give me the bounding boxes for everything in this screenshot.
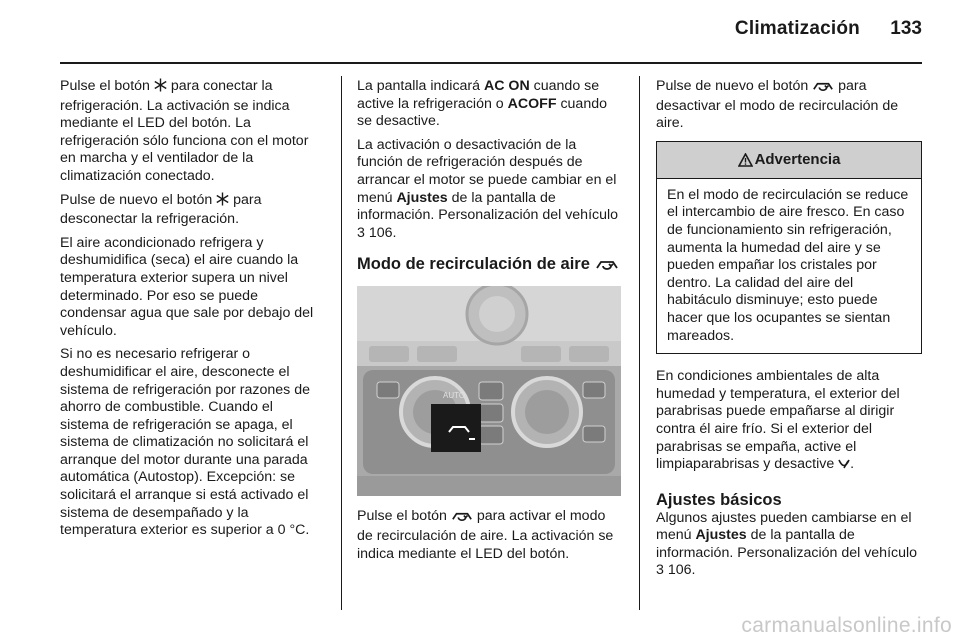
paragraph: La activación o desactivación de la función de refrigeración después de arrancar el motor se puede cambiar en el menú Ajustes de la pantalla de información. Personalización del vehículo 3 106. [357,136,619,241]
paragraph: La pantalla indicará AC ON cuando se active la refrigeración o ACOFF cuando se desactive. [357,78,607,130]
paragraph: Pulse de nuevo el botón para desconectar la refrigeración. [60,191,262,228]
warning-box [656,141,922,354]
column-3 [656,78,922,586]
watermark: carmanualsonline.info [741,614,952,637]
paragraph: El aire acondicionado refrigera y deshumidifica (seca) el aire cuando la temperatura exterior supera un nivel determinado. Por eso se puede condensar agua que sale por debajo del vehículo. [60,234,314,339]
paragraph: En condiciones ambientales de alta humedad y temperatura, el exterior del parabrisas puede empañarse al dirigir contra él aire frío. Si el exterior del parabrisas se empaña, active el limpiaparabrisas y desactive . [656,368,922,476]
column-divider-2 [639,76,640,610]
paragraph: Pulse de nuevo el botón para desactivar el modo de recirculación de aire. [656,78,899,132]
snowflake-icon [216,192,229,212]
page-title: Climatización [734,18,860,39]
paragraph: Pulse el botón para conectar la refrigeración. La activación se indica mediante el LED del botón. La refrigeración sólo funciona con el motor en marcha y el ventilador de la climatización conectado. [60,78,309,184]
page-number: 133 [890,18,922,39]
recirculation-icon [595,256,619,276]
section-heading: Modo de recirculación de aire [357,254,621,276]
recirculation-icon [812,80,834,98]
snowflake-icon [154,78,167,98]
warning-title: Advertencia [754,150,841,168]
recirculation-icon [451,510,473,528]
warning-header [657,142,921,179]
paragraph: Pulse el botón para activar el modo de recirculación de aire. La activación se indica mediante el LED del botón. [357,508,614,562]
auto-label: AUTO [443,391,466,401]
warning-text: En el modo de recirculación se reduce el intercambio de aire fresco. En caso de funcionamiento sin refrigeración, aumenta la humedad del aire y se pueden empañar los cristales por dentro. La calidad del aire del habitáculo disminuye; esto puede hacer que los ocupantes se sientan mareados. [667,186,909,344]
warning-triangle-icon [738,153,753,167]
section-heading: Ajustes básicos [656,490,782,509]
paragraph: Algunos ajustes pueden cambiarse en el menú Ajustes de la pantalla de información. Personalización del vehículo 3 106. [656,509,918,579]
wiper-icon [838,458,850,476]
paragraph: Si no es necesario refrigerar o deshumidificar el aire, desconecte el sistema de refrigeración por razones de ahorro de combustible. Cuando el sistema de refrigeración se apaga, el sistema de climatización no solicitará el arranque del motor durante una parada automática (Autostop). Excepción: se solicitará el arranque si está activado el sistema de desempañado y la temperatura exterior es superior a 0 °C. [60,346,310,539]
column-1 [60,78,324,546]
page-reference-arrow: 3 [357,224,365,241]
page-reference-arrow: 3 [656,562,664,579]
header-rule [60,62,922,64]
column-divider-1 [341,76,342,610]
control-panel-photo [357,286,621,496]
column-2 [357,78,621,569]
